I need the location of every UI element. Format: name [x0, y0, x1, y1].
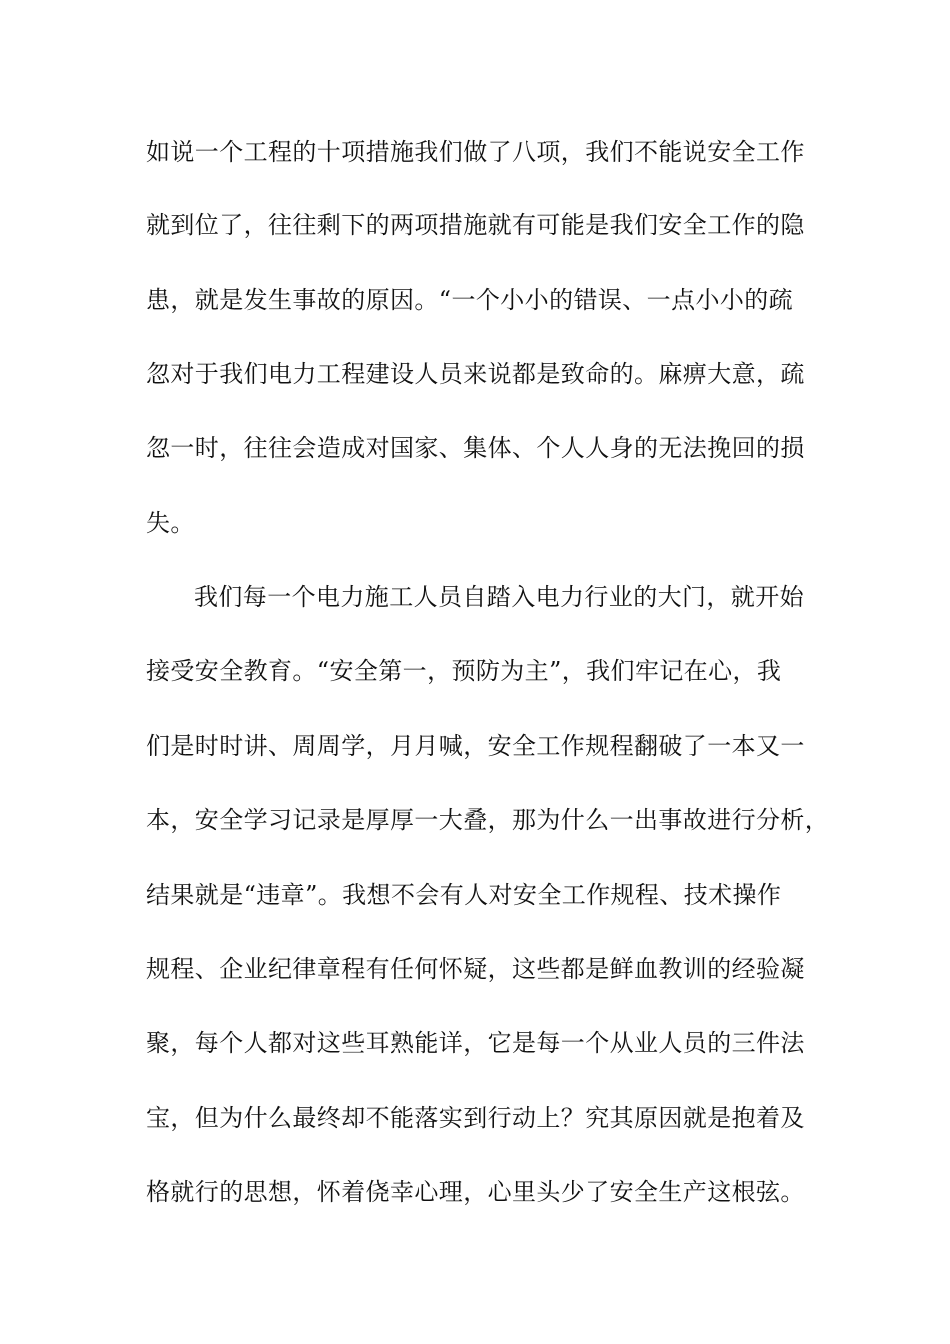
- text-line: 失。: [146, 509, 195, 537]
- text-line: 们是时时讲、周周学，月月喊，安全工作规程翻破了一本又一: [146, 732, 805, 760]
- text-line: 如说一个工程的十项措施我们做了八项，我们不能说安全工作: [146, 138, 805, 166]
- text-line: 就到位了，往往剩下的两项措施就有可能是我们安全工作的隐: [146, 211, 805, 239]
- text-line: 格就行的思想，怀着侥幸心理，心里头少了安全生产这根弦。: [146, 1178, 805, 1206]
- text-line: 聚，每个人都对这些耳熟能详，它是每一个从业人员的三件法: [146, 1029, 805, 1057]
- text-line: 结果就是“违章”。我想不会有人对安全工作规程、技术操作: [146, 881, 782, 909]
- text-line: 患，就是发生事故的原因。“一个小小的错误、一点小小的疏: [146, 286, 794, 314]
- text-line: 接受安全教育。“安全第一，预防为主”，我们牢记在心，我: [146, 657, 782, 685]
- text-line: 忽对于我们电力工程建设人员来说都是致命的。麻痹大意，疏: [146, 360, 805, 388]
- text-line: 本，安全学习记录是厚厚一大叠，那为什么一出事故进行分析，: [146, 806, 830, 834]
- text-line-indented: 我们每一个电力施工人员自踏入电力行业的大门，就开始: [194, 583, 804, 611]
- text-line: 规程、企业纪律章程有任何怀疑，这些都是鲜血教训的经验凝: [146, 955, 805, 983]
- text-line: 宝，但为什么最终却不能落实到行动上？究其原因就是抱着及: [146, 1104, 805, 1132]
- text-line: 忽一时，往往会造成对国家、集体、个人人身的无法挽回的损: [146, 434, 805, 462]
